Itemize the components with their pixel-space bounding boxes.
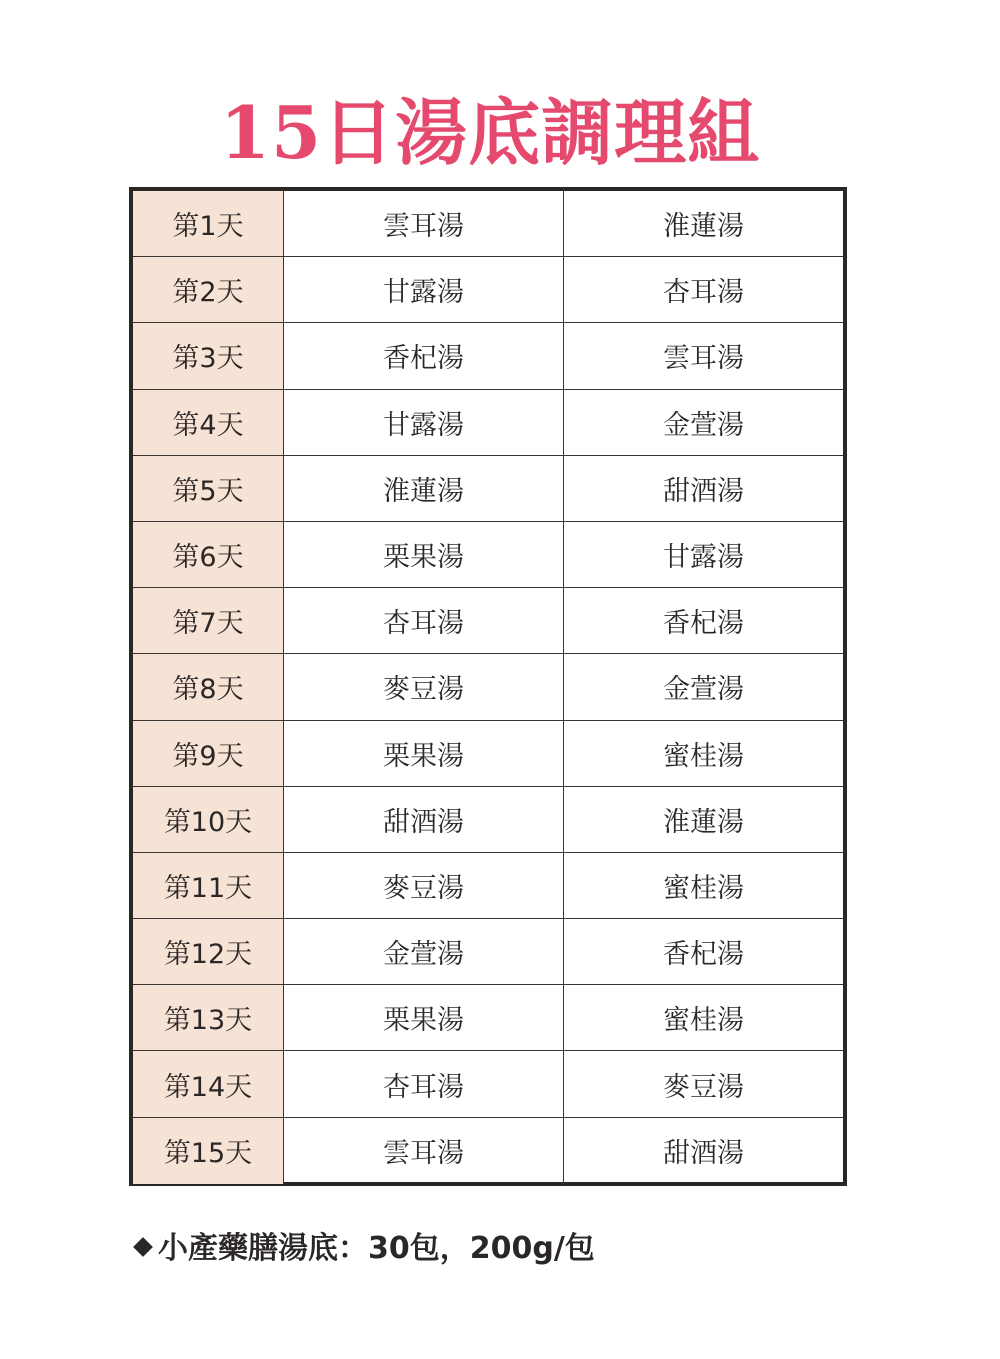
soup-b-cell: 淮蓮湯 [663,806,744,838]
soup-b-cell: 甜酒湯 [663,1138,744,1170]
schedule-table [129,187,847,1186]
soup-b-cell: 甘露湯 [663,542,744,574]
day-cell: 第13天 [133,985,284,1050]
product-note-text: 小產藥膳湯底：30包，200g/包 [158,1231,595,1266]
day-cell: 第5天 [133,456,284,521]
soup-b-cell: 蜜桂湯 [663,740,744,772]
soup-a-cell: 杏耳湯 [284,588,564,653]
soup-a-cell: 栗果湯 [284,522,564,587]
soup-a-cell: 栗果湯 [284,985,564,1050]
soup-a-cell: 淮蓮湯 [284,456,564,521]
day-cell: 第3天 [133,323,284,388]
soup-b-cell: 杏耳湯 [663,277,744,309]
soup-b-cell: 香杞湯 [663,608,744,640]
table-row [133,1051,843,1117]
table-row [133,191,843,257]
diamond-bullet-icon [133,1237,153,1257]
soup-a-cell: 麥豆湯 [284,853,564,918]
soup-b-cell: 香杞湯 [663,939,744,971]
table-row [133,654,843,720]
day-cell: 第11天 [133,853,284,918]
table-row [133,323,843,389]
day-cell: 第6天 [133,522,284,587]
soup-a-cell: 栗果湯 [284,721,564,786]
page-title: 15日湯底調理組 [219,90,761,175]
soup-a-cell: 甘露湯 [284,257,564,322]
day-cell: 第7天 [133,588,284,653]
table-row [133,390,843,456]
day-cell: 第10天 [133,787,284,852]
product-note [130,1225,595,1273]
day-cell: 第4天 [133,390,284,455]
table-row [133,853,843,919]
table-row [133,257,843,323]
table-row [133,522,843,588]
soup-b-cell: 金萱湯 [663,409,744,441]
soup-b-cell: 蜜桂湯 [663,1005,744,1037]
day-cell: 第12天 [133,919,284,984]
day-cell: 第2天 [133,257,284,322]
table-row [133,588,843,654]
soup-b-cell: 淮蓮湯 [663,211,744,243]
soup-b-cell: 蜜桂湯 [663,872,744,904]
soup-a-cell: 雲耳湯 [284,191,564,256]
table-row [133,1118,843,1184]
table-row [133,787,843,853]
day-cell: 第8天 [133,654,284,719]
day-cell: 第1天 [133,191,284,256]
soup-a-cell: 金萱湯 [284,919,564,984]
soup-b-cell: 雲耳湯 [663,343,744,375]
day-cell: 第14天 [133,1051,284,1116]
day-cell: 第9天 [133,721,284,786]
soup-b-cell: 甜酒湯 [663,475,744,507]
soup-b-cell: 麥豆湯 [663,1071,744,1103]
soup-a-cell: 甘露湯 [284,390,564,455]
soup-a-cell: 甜酒湯 [284,787,564,852]
soup-a-cell: 杏耳湯 [284,1051,564,1116]
soup-a-cell: 麥豆湯 [284,654,564,719]
table-row [133,721,843,787]
soup-a-cell: 雲耳湯 [284,1118,564,1184]
table-row [133,919,843,985]
soup-a-cell: 香杞湯 [284,323,564,388]
soup-b-cell: 金萱湯 [663,674,744,706]
table-row [133,456,843,522]
day-cell: 第15天 [133,1118,284,1184]
table-row [133,985,843,1051]
